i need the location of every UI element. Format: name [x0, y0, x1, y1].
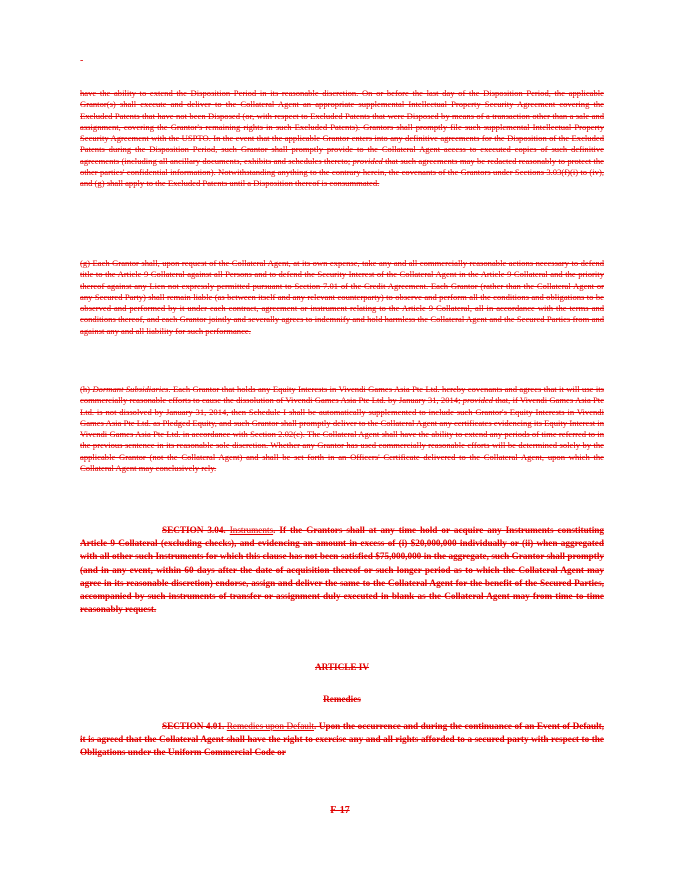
paragraph-h [80, 384, 604, 474]
paragraph-text: have the ability to extend the Disposition Period in its reasonable discretion. On or before the last day of the Disposition Period, the applicable Grantor(s) shall execute and deliver to the Collateral Agent an appropriate supplemental Intellectual Property Security Agreement covering the Excluded Patents that have not been Disposed (or, with respect to Excluded Patents that were Disposed by means of a transaction other than a sale and assignment, covering the Grantor's remaining rights in such Excluded Patents). Grantors shall promptly file such supplemental Intellectual Property Security Agreement with the USPTO. In the event that the applicable Grantor enters into any definitive agreements for the Disposition of the Excluded Patents during the Disposition Period, such Grantor shall promptly provide to the Collateral Agent access to executed copies of such definitive agreements (including all ancillary documents, exhibits and schedules thereto; [80, 88, 604, 166]
paragraph-g [80, 258, 604, 337]
paragraph-h-label: (h) [80, 384, 93, 394]
section-4-01 [80, 720, 604, 760]
section-text: . If the Grantors shall at any time hold or acquire any Instruments constituting Article 9 Collateral (excluding checks), and evidencing an amount in excess of (i) $20,000,000 individually or (ii) when aggregated with all other such Instruments for which this clause has not been satisfied $75,000,000 in the aggregate, such Grantor shall promptly (and in any event, within 60 days after the date of acquisition thereof or such longer period as to which the Collateral Agent may agree in its reasonable discretion) endorse, assign and deliver the same to the Collateral Agent for the benefit of the Secured Parties, accompanied by such instruments of transfer or assignment duly executed in blank as the Collateral Agent may from time to time reasonably request. [80, 525, 604, 615]
paragraph-h-text-2: that, if Vivendi Games Asia Pte Ltd. is not dissolved by January 31, 2014, then Schedule I shall be automatically supplemented to include such Grantor's Equity Interests in Vivendi Games Asia Pte Ltd. as Pledged Equity, and such Grantor shall promptly deliver to the Collateral Agent any certificates evidencing its Equity Interest in Vivendi Games Asia Pte Ltd. in accordance with Section 2.02(c). The Collateral Agent shall have the ability to extend any periods of time referred to in the previous sentence in its reasonable sole discretion. Whether any Grantor has used commercially reasonable efforts will be determined solely by the applicable Grantor (not the Collateral Agent) and shall be set forth in an Officers' Certificate delivered to the Collateral Agent, upon which the Collateral Agent may conclusively rely. [80, 395, 605, 474]
paragraph-disposition-period [80, 88, 604, 190]
paragraph-h-title: Dormant Subsidiaries [92, 384, 169, 394]
paragraph-g-text: (g) Each Grantor shall, upon request of the Collateral Agent, at its own expense, take any and all commercially reasonable actions necessary to defend title to the Article 9 Collateral against all Persons and to defend the Security Interest of the Collateral Agent in the Article 9 Collateral and the priority thereof against any Lien not expressly permitted pursuant to Section 7.01 of the Credit Agreement. Each Grantor (rather than the Collateral Agent or any Secured Party) shall remain liable (as between itself and any relevant counterparty) to observe and perform all the conditions and obligations to be observed and performed by it under each contract, agreement or instrument relating to the Article 9 Collateral, all in accordance with the terms and conditions thereof, and each Grantor jointly and severally agrees to indemnify and hold harmless the Collateral Agent and the Secured Parties from and against any and all liability for such performance. [80, 258, 604, 336]
page-number: F-17 [330, 805, 350, 816]
paragraph-text-end: that such agreements may be redacted reasonably to protect the other parties' confidential information). Notwithstanding anything to the contrary herein, the covenants of the Grantors under Sections 3.03(f)(i) to (iv), and (g) shall apply to the Excluded Patents until a Disposition thereof is consummated. [80, 155, 604, 189]
paragraph-h-text-1: . Each Grantor that holds any Equity Interests in Vivendi Games Asia Pte Ltd. hereby covenants and agrees that it will use its commercially reasonable efforts to cause the dissolution of Vivendi Games Asia Pte Ltd. by January 31, 2014; [80, 384, 605, 406]
section-number: SECTION 4.01. [162, 721, 227, 731]
provided-italic: provided [462, 395, 493, 406]
section-title: Instruments [229, 525, 274, 535]
deleted-marker: - [80, 55, 84, 66]
section-text: . Upon the occurrence and during the continuance of an Event of Default, it is agreed that the Collateral Agent shall have the right to exercise any and all rights afforded to a secured party with respect to the Obligations under the Uniform Commercial Code or [80, 721, 604, 758]
article-heading: ARTICLE IV [314, 662, 370, 672]
section-number: SECTION 3.04. [162, 525, 230, 535]
provided-italic: provided [352, 155, 383, 166]
article-subheading: Remedies [323, 694, 361, 704]
section-3-04 [80, 524, 604, 616]
section-title: Remedies upon Default [226, 721, 315, 731]
